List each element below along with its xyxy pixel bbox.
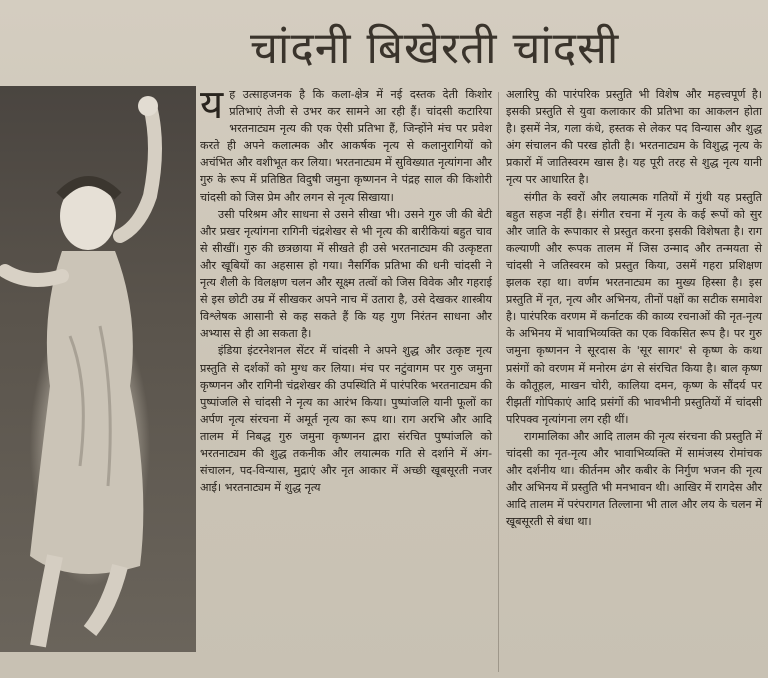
paragraph (200, 82, 492, 206)
article-column-2 (506, 86, 762, 530)
paragraph: रागमालिका और आदि तालम की नृत्य संरचना की प्रस्तुति में चांदसी का नृत-नृत्य और भावाभिव्यक्ति में सामंजस्य रोमांचक और दर्शनीय था। कीर्तनम और कबीर के निर्गुण भजन की नृत्य और अभिनय में प्रस्तुति भी मनभावन थी। आखिर में रागदेस और आदि तालम में परंपरागत तिल्लाना भी ताल और लय के चलन में खूबसूरती से बंधा था। (506, 429, 762, 529)
paragraph: उसी परिश्रम और साधना से उसने सीखा भी। उसने गुरु जी की बेटी और प्रखर नृत्यांगना रागिनी चंद्रशेखर से भी नृत्य की बारीकियां बहुत चाव से सीखीं। गुरु की छत्रछाया में सीखते ही उसे भरतनाट्यम की उत्कृष्टता और खूबियों का अहसास हो गया। नैसर्गिक प्रतिभा की धनी चांदसी ने नृत्य शैली के विलक्षण चलन और सूक्ष्म तत्वों को जिस विवेक और गहराई से इस छोटी उम्र में सीखकर अपने नाच में उतारा है, उसे देखकर शास्त्रीय विश्लेषक आसानी से कह सकते हैं कि यह गुण निरंतन साधना और अभ्यास से ही आ सकता है। (200, 207, 492, 341)
article-column-1 (200, 82, 492, 496)
paragraph: इंडिया इंटरनेशनल सेंटर में चांदसी ने अपने शुद्ध और उत्कृष्ट नृत्य प्रस्तुति से दर्शकों को मुग्ध कर लिया। मंच पर नटुंवागम पर गुरु जमुना कृष्णनन और रागिनी चंद्रशेखर की उपस्थिति में पारंपरिक भरतनाट्यम की पुष्पांजलि से चांदसी ने नृत्य का आरंभ किया। पुष्पांजलि यानी फूलों का अर्पण नृत्य संरचना में अमूर्त नृत्य का रूप था। राग अरभि और आदि तालम में निबद्ध गुरु जमुना कृष्णनन द्वारा संरचित पुष्पांजलि को भरतनाट्यम की शुद्ध तकनीक और लयात्मक गति से दर्शाने में अंग-संचालन, पद-विन्यास, मुद्राएं और नृत आकार में अच्छी खूबसूरती नजर आई। भरतनाट्यम में शुद्ध नृत्य (200, 344, 492, 495)
paragraph-text: ह उत्साहजनक है कि कला-क्षेत्र में नई दस्तक देती किशोर प्रतिभाएं तेजी से उभर कर सामने आ रही हैं। चांदसी कटारिया भरतनाट्यम नृत्य की एक ऐसी प्रतिभा हैं, जिन्होंने मंच पर प्रवेश करते ही अपने कलात्मक और आकर्षक नृत्य से कलानुरागियों को अचंभित और वशीभूत कर लिया। भरतनाट्यम में सुविख्यात नृत्यांगना और गुरु के रूप में प्रतिष्ठित विदुषी जमुना कृष्णनन ने पंद्रह साल की किशोरी चांदसी को जिस प्रेम और लगन से नृत्य सिखाया। (200, 88, 492, 204)
dancer-illustration (0, 86, 196, 652)
drop-cap: य (200, 82, 224, 128)
headline: चांदनी बिखेरती चांदसी (250, 23, 620, 74)
paragraph: संगीत के स्वरों और लयात्मक गतियों में गुंथी यह प्रस्तुति बहुत सहज नहीं है। संगीत रचना में नृत्य के कई रूपों को सुर और जाति के रूपाकार से प्रस्तुत करना इसकी विशेषता है। राग कल्याणी और रूपक तालम में जिस उन्माद और तन्मयता से चांदसी ने जतिस्वरम को प्रस्तुत किया, उसमें गहरा प्रशिक्षण झलक रहा था। वर्णम भरतनाट्यम का मुख्य हिस्सा है। इस प्रस्तुति में नृत, नृत्य और अभिनय, तीनों पक्षों का सटीक समावेश है। पारंपरिक वरणम में कर्नाटक की काव्य रचनाओं की नृत-नृत्य के अभिनय में भावाभिव्यक्ति का एक विकसित रूप है। पर गुरु जमुना कृष्णनन ने सूरदास के 'सूर सागर' से कृष्ण के कथा प्रसंगों को वरणम में मनोरम ढंग से संरचित किया है। बाल कृष्ण के कौतूहल, माखन चोरी, कालिया दमन, कृष्ण के सौंदर्य पर रीझतीं गोपिकाएं आदि प्रसंगों की भावभीनी प्रस्तुतियों में चांदसी परिपक्व नृत्यांगना लग रही थीं। (506, 190, 762, 426)
paragraph: अलारिपु की पारंपरिक प्रस्तुति भी विशेष और महत्त्वपूर्ण है। इसकी प्रस्तुति से युवा कलाकार की प्रतिभा का आकलन होता है। इसमें नेत्र, गला कंधे, हस्तक से लेकर पद विन्यास और शुद्ध अंग संचालन की परख होती है। भरतनाट्यम के विशुद्ध नृत्य के प्रकारों में जातिस्वरम खास है। यह पूरी तरह से शुद्ध नृत्य यानी नृत्य पर आधारित है। (506, 88, 762, 187)
dancer-photo (0, 86, 196, 652)
column-divider (498, 92, 499, 672)
